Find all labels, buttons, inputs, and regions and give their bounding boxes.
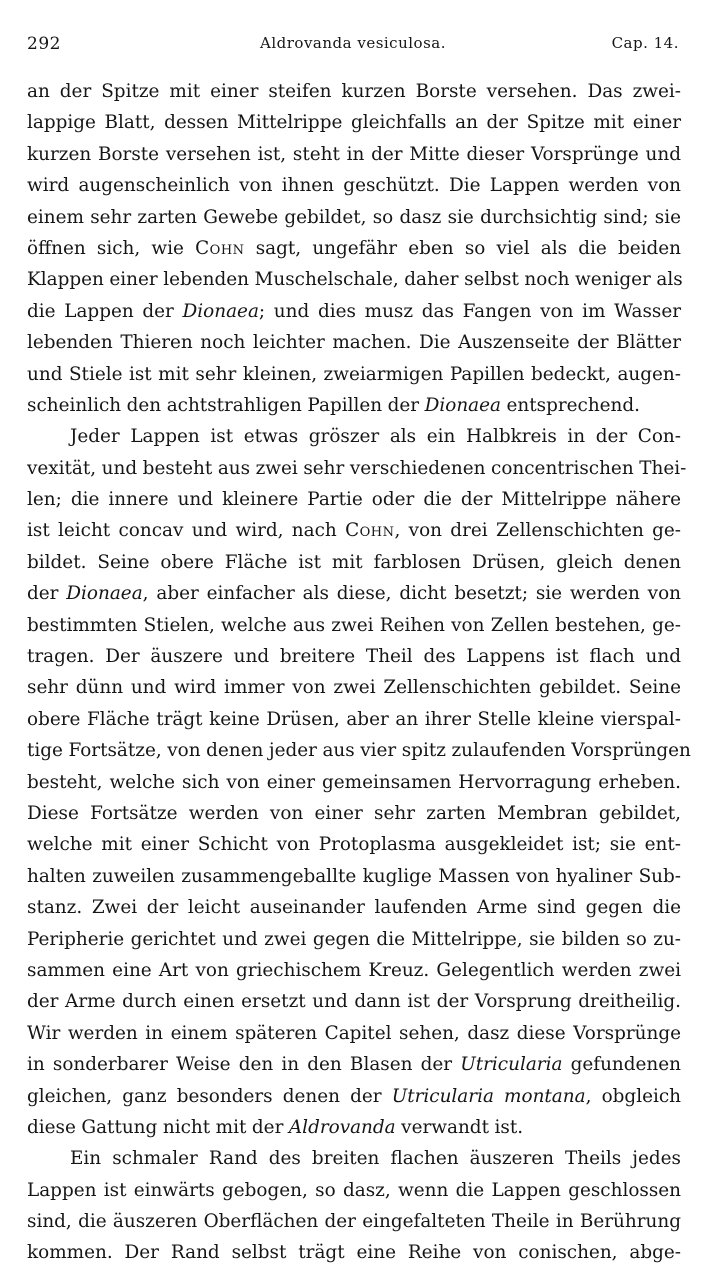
text-run: Jeder Lappen ist etwas gröszer als ein Halbkreis in der Con-: [70, 426, 681, 448]
text-line: [27, 704, 681, 735]
text-line: [27, 421, 681, 452]
text-line: [27, 767, 681, 798]
text-line: [27, 610, 681, 641]
text-run: obere Fläche trägt keine Drüsen, aber an ihrer Stelle kleine vierspal-: [27, 708, 681, 730]
text-line: [27, 1049, 681, 1080]
text-line: [27, 892, 681, 923]
body-text: [27, 76, 691, 1269]
text-run: ; und dies musz das Fangen von im Wasser: [258, 300, 681, 322]
text-run: der Arme durch einen ersetzt und dann ist der Vorsprung dreitheilig.: [27, 991, 681, 1013]
text-line: [27, 547, 681, 578]
text-run: in sonderbarer Weise den in den Blasen der: [27, 1054, 461, 1076]
text-line: [27, 1081, 681, 1112]
text-run: und Stiele ist mit sehr kleinen, zweiarmigen Papillen bedeckt, augen-: [27, 363, 681, 385]
text-run: bestimmten Stielen, welche aus zwei Reihen von Zellen bestehen, ge-: [27, 614, 681, 636]
text-run: tige Fortsätze, von denen jeder aus vier spitz zulaufenden Vorsprüngen: [27, 740, 691, 762]
text-run: stanz. Zwei der leicht auseinander laufenden Arme sind gegen die: [27, 897, 681, 919]
text-line: [27, 202, 681, 233]
text-run: gleichen, ganz besonders denen der: [27, 1085, 392, 1107]
text-run: Peripherie gerichtet und zwei gegen die Mittelrippe, sie bilden so zu-: [27, 928, 681, 950]
text-line: [27, 484, 681, 515]
text-run: kurzen Borste versehen ist, steht in der Mitte dieser Vorsprünge und: [27, 143, 681, 165]
text-line: [27, 296, 681, 327]
text-run: , aber einfacher als diese, dicht besetzt; sie werden von: [142, 583, 681, 605]
text-run: len; die innere und kleinere Partie oder die der Mittelrippe nähere: [27, 489, 681, 511]
text-line: [27, 1175, 681, 1206]
text-line: [27, 233, 681, 264]
text-line: [27, 798, 681, 829]
chapter-label: Cap. 14.: [611, 34, 679, 52]
text-line: [27, 139, 681, 170]
text-run: lappige Blatt, dessen Mittelrippe gleichfalls an der Spitze mit einer: [27, 112, 681, 134]
text-run: Klappen einer lebenden Muschelschale, daher selbst noch weniger als: [27, 269, 683, 291]
text-line: [27, 76, 681, 107]
text-run: scheinlich den achtstrahligen Papillen der: [27, 394, 425, 416]
text-run: , obgleich: [585, 1085, 681, 1107]
text-run: welche mit einer Schicht von Protoplasma ausgekleidet ist; sie ent-: [27, 834, 681, 856]
text-line: [27, 861, 681, 892]
text-line: [27, 1237, 681, 1268]
text-run: sind, die äuszeren Oberflächen der eingefalteten Theile in Berührung: [27, 1211, 681, 1233]
text-line: [27, 829, 681, 860]
text-run: gefundenen: [562, 1054, 681, 1076]
text-run: lebenden Thieren noch leichter machen. Die Auszenseite der Blätter: [27, 332, 681, 354]
text-line: [27, 107, 681, 138]
text-line: [27, 672, 681, 703]
text-run: sammen eine Art von griechischem Kreuz. Gelegentlich werden zwei: [27, 959, 681, 981]
text-line: [27, 170, 681, 201]
text-run: an der Spitze mit einer steifen kurzen Borste versehen. Das zwei-: [27, 81, 681, 102]
text-run: diese Gattung nicht mit der: [27, 1116, 289, 1138]
text-line: [27, 264, 681, 295]
text-run: sehr dünn und wird immer von zwei Zellenschichten gebildet. Seine: [27, 677, 681, 699]
text-run: entsprechend.: [500, 394, 641, 416]
running-head: [27, 34, 679, 56]
text-line: [27, 1112, 681, 1143]
text-line: [27, 453, 687, 484]
text-run: wird augenscheinlich von ihnen geschützt. Die Lappen werden von: [27, 175, 681, 197]
text-run: Diese Fortsätze werden von einer sehr zarten Membran gebildet,: [27, 802, 681, 824]
text-run: einem sehr zarten Gewebe gebildet, so dasz sie durchsichtig sind; sie: [27, 206, 681, 228]
running-title: Aldrovanda vesiculosa.: [260, 34, 446, 52]
italic-term: Utricularia montana: [391, 1085, 586, 1107]
italic-term: Dionaea: [182, 300, 259, 322]
italic-term: Dionaea: [424, 394, 501, 416]
text-line: [27, 641, 681, 672]
text-run: verwandt ist.: [395, 1116, 524, 1138]
text-line: [27, 1018, 681, 1049]
text-run: , von drei Zellenschichten ge-: [394, 520, 682, 542]
text-line: [27, 327, 681, 358]
text-run: kommen. Der Rand selbst trägt eine Reihe von conischen, abge-: [27, 1242, 681, 1264]
text-line: [27, 359, 681, 390]
text-run: tragen. Der äuszere und breitere Theil des Lappens ist flach und: [27, 646, 681, 668]
text-line: [27, 955, 681, 986]
text-run: Ein schmaler Rand des breiten flachen äuszeren Theils jedes: [70, 1148, 681, 1170]
text-run: bildet. Seine obere Fläche ist mit farblosen Drüsen, gleich denen: [27, 551, 681, 573]
text-line: [27, 1143, 681, 1174]
text-line: [27, 390, 681, 421]
text-line: [27, 986, 681, 1017]
text-run: sagt, ungefähr eben so viel als die beiden: [244, 237, 681, 259]
text-run: ist leicht concav und wird, nach: [27, 520, 346, 542]
text-run: öffnen sich, wie: [27, 237, 196, 259]
author-name: Cohn: [345, 520, 395, 542]
text-run: vexität, und besteht aus zwei sehr verschiedenen concentrischen Thei-: [27, 457, 687, 479]
text-run: der: [27, 583, 67, 605]
italic-term: Aldrovanda: [288, 1116, 396, 1138]
text-run: Wir werden in einem späteren Capitel sehen, dasz diese Vorsprünge: [27, 1022, 681, 1044]
text-line: [27, 735, 691, 766]
text-run: Lappen ist einwärts gebogen, so dasz, wenn die Lappen geschlossen: [27, 1179, 681, 1201]
text-line: [27, 578, 681, 609]
text-run: besteht, welche sich von einer gemeinsamen Hervorragung erheben.: [27, 771, 681, 793]
text-line: [27, 1206, 681, 1237]
text-line: [27, 924, 681, 955]
italic-term: Utricularia: [460, 1054, 563, 1076]
author-name: Cohn: [195, 237, 245, 259]
italic-term: Dionaea: [66, 583, 143, 605]
text-line: [27, 515, 681, 546]
text-run: die Lappen der: [27, 300, 183, 322]
text-run: halten zuweilen zusammengeballte kuglige Massen von hyaliner Sub-: [27, 865, 681, 887]
page-number: 292: [27, 34, 61, 54]
